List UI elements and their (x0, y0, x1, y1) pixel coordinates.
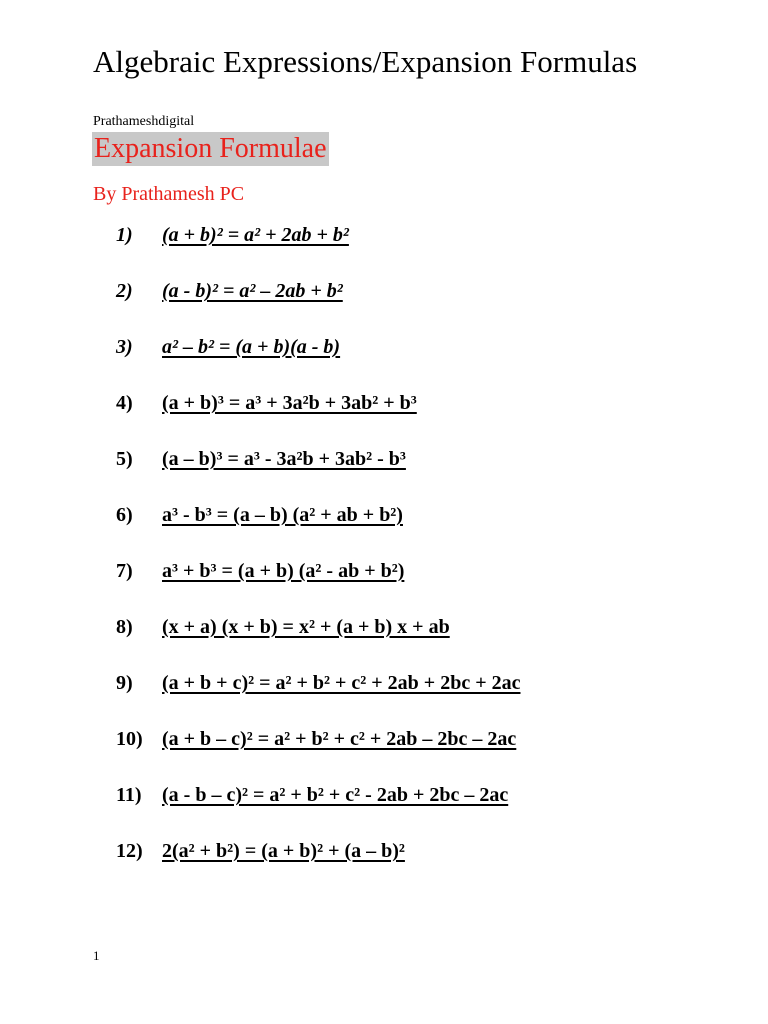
formula-number: 1) (116, 224, 133, 246)
formula-item (116, 221, 349, 249)
formula-item (116, 333, 340, 361)
formula-item (116, 445, 406, 473)
author-line: Prathameshdigital (93, 114, 195, 129)
formula-expression: (a + b)³ = a³ + 3a²b + 3ab² + b³ (162, 392, 417, 414)
formula-item (116, 725, 516, 753)
document-title: Algebraic Expressions/Expansion Formulas (93, 44, 638, 79)
formula-item (116, 837, 405, 865)
formula-number: 4) (116, 392, 133, 414)
formula-expression: (a - b)² = a² – 2ab + b² (162, 280, 343, 302)
formula-item (116, 389, 417, 417)
formula-expression: (a + b + c)² = a² + b² + c² + 2ab + 2bc + 2ac (162, 672, 521, 694)
formula-item (116, 501, 403, 529)
formula-expression: a² – b² = (a + b)(a - b) (162, 336, 341, 358)
formula-expression: 2(a² + b²) = (a + b)² + (a – b)² (162, 840, 405, 862)
formula-number: 12) (116, 840, 143, 862)
formula-expression: (a - b – c)² = a² + b² + c² - 2ab + 2bc – 2ac (162, 784, 509, 806)
formula-expression: (a – b)³ = a³ - 3a²b + 3ab² - b³ (162, 448, 406, 470)
formula-expression: (a + b)² = a² + 2ab + b² (162, 224, 349, 246)
section-heading: Expansion Formulae (94, 133, 327, 164)
formula-number: 5) (116, 448, 133, 470)
formula-expression: (a + b – c)² = a² + b² + c² + 2ab – 2bc – 2ac (162, 728, 517, 750)
formula-number: 2) (116, 280, 133, 302)
byline: By Prathamesh PC (93, 183, 245, 205)
formula-number: 10) (116, 728, 143, 750)
formula-number: 3) (116, 336, 133, 358)
formula-item (116, 669, 520, 697)
formula-number: 6) (116, 504, 133, 526)
formula-item (116, 277, 343, 305)
formula-item (116, 613, 450, 641)
formula-expression: (x + a) (x + b) = x² + (a + b) x + ab (162, 616, 450, 638)
formula-number: 11) (116, 784, 142, 806)
formula-number: 8) (116, 616, 133, 638)
formula-number: 7) (116, 560, 133, 582)
formula-expression: a³ + b³ = (a + b) (a² - ab + b²) (162, 560, 405, 582)
formula-item (116, 557, 404, 585)
formula-item (116, 781, 508, 809)
formula-number: 9) (116, 672, 133, 694)
page-number: 1 (93, 948, 100, 963)
formula-expression: a³ - b³ = (a – b) (a² + ab + b²) (162, 504, 403, 526)
